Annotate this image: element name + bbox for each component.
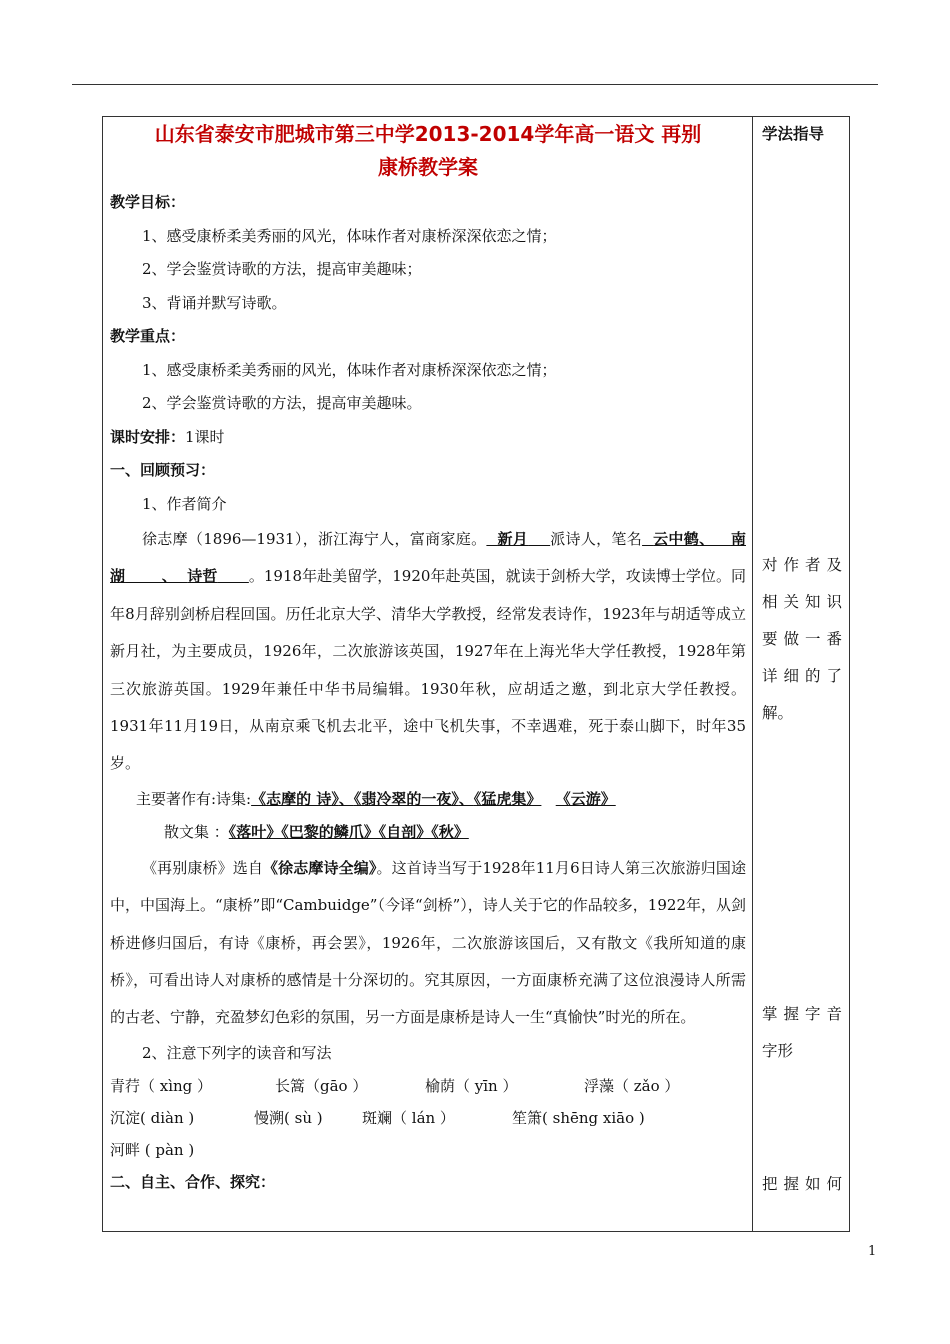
side-note-line: 相关知识: [762, 593, 842, 611]
vocab-item: 青荇（ xìng ）: [110, 1077, 213, 1096]
title-line-2: 康桥教学案: [378, 155, 478, 179]
intro-text: 。这首诗当写于1928年11月6日诗人第三次旅游归国途中，中国海上。“康桥”即“Cambuidge”（今译“剑桥”），诗人关于它的作品较多，1922年，从剑桥进修归国后，有诗《康桥，再会罢》，1926年，二次旅游该国后，又有散文《我所知道的康桥》，可看出诗人对康桥的感情是十分深切的。究其原因，一方面康桥充满了这位浪漫诗人所需的古老、宁静，充盈梦幻色彩的氛围，另一方面是康桥是诗人一生“真愉快”时光的所在。: [110, 858, 746, 1027]
side-note-line: 对作者及: [762, 556, 842, 574]
vocab-row: [110, 1070, 746, 1102]
side-note-line: 解。: [762, 704, 794, 722]
side-note-line: 要做一番: [762, 630, 842, 648]
side-note-grasp: [762, 1166, 842, 1203]
vocab-item: 沉淀( diàn ): [110, 1109, 195, 1128]
school-blank: [486, 530, 550, 548]
vocab-item: 慢溯( sù ): [254, 1109, 323, 1128]
main-column: [110, 118, 746, 1200]
pen-name-answer: 云中鹤: [653, 530, 700, 548]
side-note-line: 把握如何: [762, 1175, 842, 1193]
focus-item: 1、感受康桥柔美秀丽的风光，体味作者对康桥深深依恋之情；: [142, 360, 557, 379]
source-title: 《徐志摩诗全编》: [262, 858, 377, 877]
vocab-item: 浮藻（ zǎo ）: [584, 1077, 680, 1096]
schedule-line: [110, 421, 746, 455]
bio-text: 派诗人，笔名: [550, 530, 643, 548]
header-rule: [72, 84, 878, 85]
bio-text: 。1918年赴美留学，1920年赴英国，就读于剑桥大学，攻读博士学位。同年8月辞别剑桥启程回国。历任北京大学、清华大学教授，经常发表诗作，1923年与胡适等成立新月社，为主要成员，1926年，二次旅游该英国，1927年在上海光华大学任教授，1928年第三次旅游英国。1929年兼任中华书局编辑。1930年秋，应胡适之邀，到北京大学任教授。1931年11月19日，从南京乘飞机去北平，途中飞机失事，不幸遇难，死于泰山脚下，时年35岁。: [110, 567, 746, 773]
intro-text: 《再别康桥》选自: [142, 858, 263, 877]
poem-intro: [110, 850, 746, 1037]
focus-item: 2、学会鉴赏诗歌的方法，提高审美趣味。: [142, 394, 422, 412]
school-answer: 新月: [497, 530, 529, 548]
section2-heading: 二、自主、合作、探究：: [110, 1173, 276, 1192]
section1-sub1: 1、作者简介: [142, 494, 227, 513]
essays-line: [110, 816, 746, 850]
works-label: 主要著作有:诗集:: [136, 789, 252, 808]
schedule-value: 1课时: [185, 427, 225, 446]
side-note-author: [762, 547, 842, 732]
side-note-line: 详细的了: [762, 667, 842, 685]
poem-title: 《翡冷翠的一夜》: [353, 789, 459, 808]
vocab-row: [110, 1134, 746, 1166]
poem-title: 《云游》: [555, 789, 616, 808]
page-number: 1: [868, 1244, 877, 1259]
goals-heading: 教学目标：: [110, 193, 186, 211]
essays-titles: 《落叶》《巴黎的鳞爪》《自剖》《秋》: [228, 823, 469, 842]
author-bio: [110, 521, 746, 783]
goal-item: 3、背诵并默写诗歌。: [142, 293, 287, 312]
vocab-item: 长篙（gāo ）: [275, 1077, 368, 1096]
pen-name-blank: 云中鹤、 南湖 、 诗哲: [110, 530, 746, 586]
side-column-header: 学法指导: [762, 125, 825, 143]
poem-title: 《志摩的 诗》: [251, 789, 339, 808]
essays-label: 散文集 ：: [164, 823, 229, 842]
vocab-row: [110, 1102, 746, 1134]
section1-sub2: 2、注意下列字的读音和写法: [142, 1043, 332, 1062]
schedule-label: 课时安排：: [110, 427, 186, 446]
vocab-item: 榆荫（ yīn ）: [425, 1077, 518, 1096]
title-line-1: 山东省泰安市肥城市第三中学2013-2014学年高一语文 再别: [154, 122, 702, 146]
vocab-item: 斑斓（ lán ）: [362, 1109, 455, 1128]
vocab-item: 河畔 ( pàn ): [110, 1141, 195, 1160]
side-note-line: 字形: [762, 1042, 794, 1060]
bio-text: 徐志摩（1896—1931），浙江海宁人，富商家庭。: [142, 530, 487, 548]
vocab-item: 笙箫( shēng xiāo ): [512, 1109, 645, 1128]
side-note-line: 掌握字音: [762, 1005, 842, 1023]
document-title: [110, 118, 746, 184]
poem-title: 《猛虎集》: [473, 789, 542, 808]
goal-item: 2、学会鉴赏诗歌的方法，提高审美趣味；: [142, 260, 422, 278]
section1-heading: 一、回顾预习：: [110, 461, 216, 479]
column-divider: [752, 116, 753, 1232]
pen-name-answer: 诗哲: [187, 567, 218, 586]
pen-name-answer: 南湖: [110, 530, 746, 586]
works-line: 主要著作有:诗集:《志摩的 诗》、《翡冷翠的一夜》、《猛虎集》 《云游》: [136, 789, 616, 808]
focus-heading: 教学重点：: [110, 327, 186, 345]
side-note-pronunciation: [762, 996, 842, 1070]
goal-item: 1、感受康桥柔美秀丽的风光，体味作者对康桥深深依恋之情；: [142, 226, 557, 245]
